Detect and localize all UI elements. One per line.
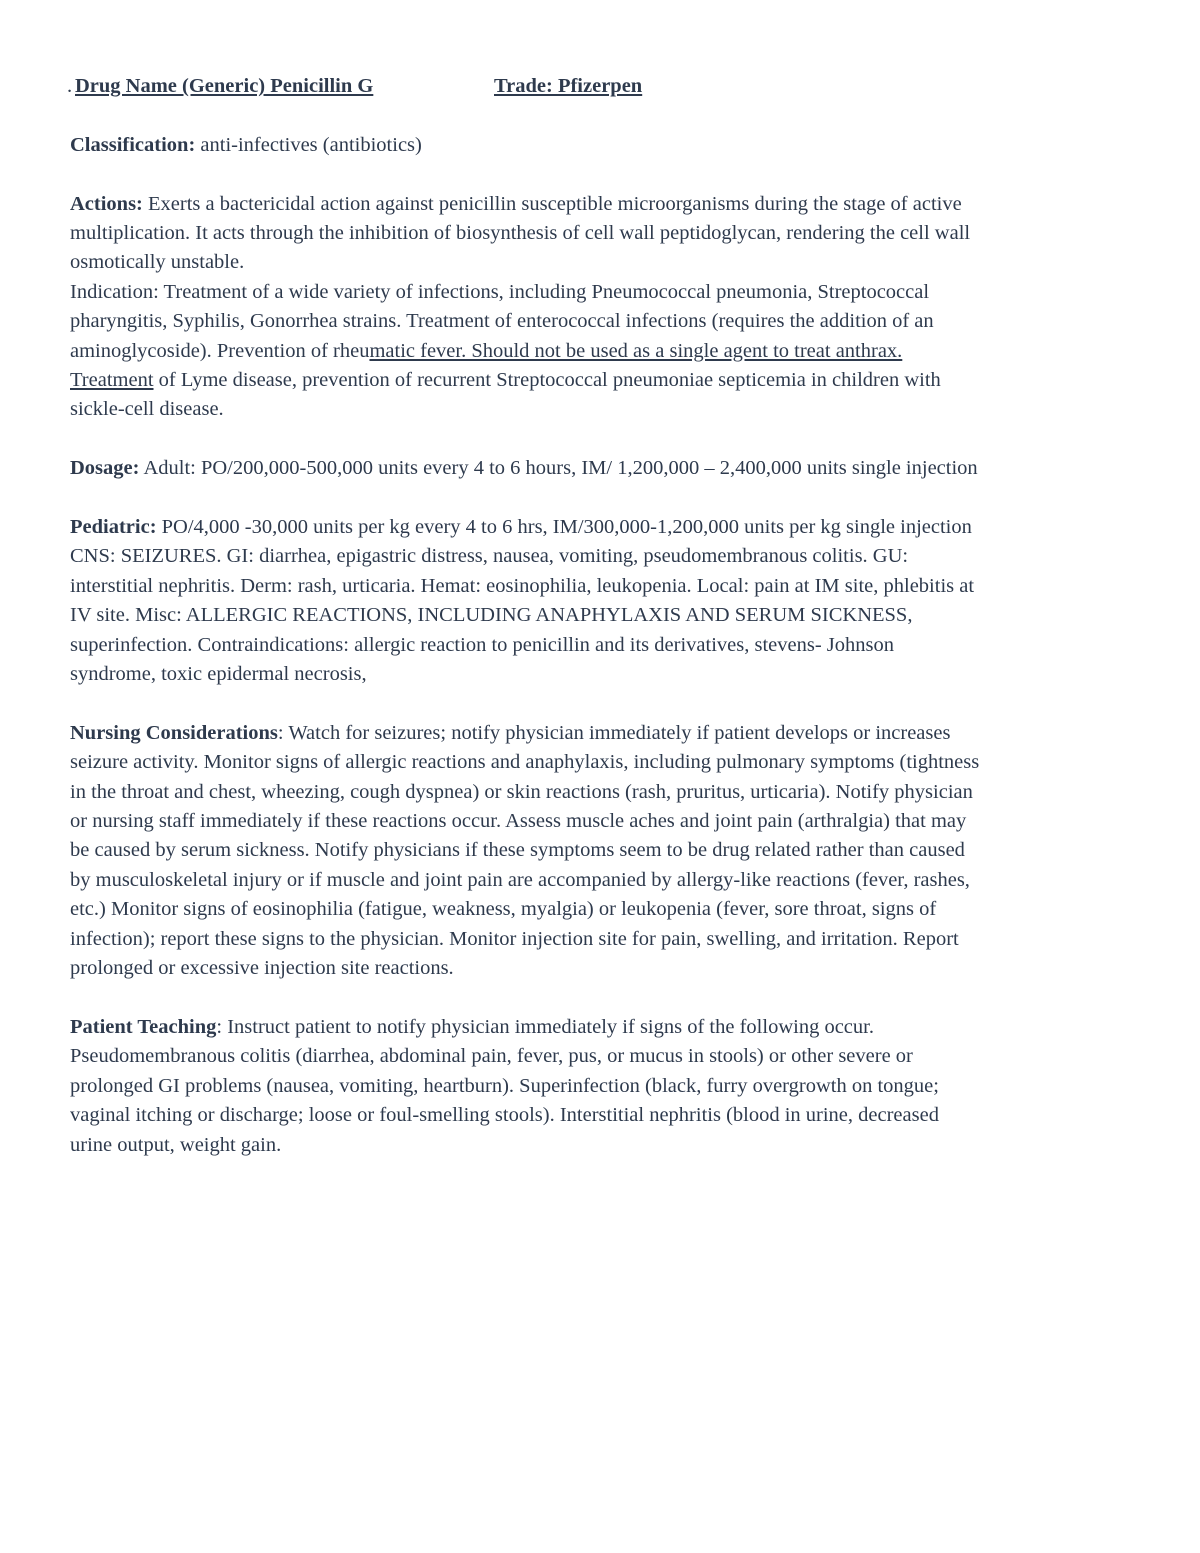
indication-text: Indication: Treatment of a wide variety of infections, including Pneumococcal pneumonia, Streptococcal pharyngitis, Syphilis, Gonorrhea strains. Treatment of enterococcal infections (requires the addition of an aminoglycoside). Prevention of rheu	[70, 280, 934, 362]
spacer	[70, 425, 980, 454]
teaching-paragraph	[70, 1013, 980, 1160]
pediatric-heading: Pediatric:	[70, 516, 157, 539]
title-dot: .	[67, 75, 73, 97]
nursing-paragraph	[70, 719, 980, 984]
classification-text: anti-infectives (antibiotics)	[195, 133, 422, 156]
indication-paragraph	[70, 278, 980, 425]
spacer	[70, 160, 980, 189]
dosage-text: Adult: PO/200,000-500,000 units every 4 to 6 hours, IM/ 1,200,000 – 2,400,000 units single injection	[139, 457, 978, 480]
generic-name-heading: Drug Name (Generic) Penicillin G	[75, 75, 374, 97]
trade-name-heading: Trade: Pfizerpen	[494, 75, 643, 97]
nursing-text: : Watch for seizures; notify physician immediately if patient develops or increases seizure activity. Monitor signs of allergic reactions and anaphylaxis, including pulmonary symptoms (tightness in the throat and chest, wheezing, cough dyspnea) or skin reactions (rash, pruritus, urticaria). Notify physician or nursing staff immediately if these reactions occur. Assess muscle aches and joint pain (arthralgia) that may be caused by serum sickness. Notify physicians if these symptoms seem to be drug related rather than caused by musculoskeletal injury or if muscle and joint pain are accompanied by allergy-like reactions (fever, rashes, etc.) Monitor signs of eosinophilia (fatigue, weakness, myalgia) or leukopenia (fever, sore throat, signs of infection); report these signs to the physician. Monitor injection site for pain, swelling, and irritation. Report prolonged or excessive injection site reactions.	[70, 721, 980, 980]
spacer	[70, 689, 980, 718]
classification-paragraph	[70, 131, 980, 160]
teaching-text: : Instruct patient to notify physician immediately if signs of the following occur. Pseudomembranous colitis (diarrhea, abdominal pain, fever, pus, or mucus in stools) or other severe or prolonged GI problems (nausea, vomiting, heartburn). Superinfection (black, furry overgrowth on tongue; vaginal itching or discharge; loose or foul-smelling stools). Interstitial nephritis (blood in urine, decreased urine output, weight gain.	[70, 1015, 939, 1156]
teaching-heading: Patient Teaching	[70, 1015, 217, 1038]
spacer	[70, 101, 980, 130]
spacer	[70, 484, 980, 513]
indication-text-end: of Lyme disease, prevention of recurrent Streptococcal pneumoniae septicemia in children with sickle-cell disease.	[70, 369, 941, 421]
dosage-paragraph	[70, 454, 980, 483]
dosage-heading: Dosage:	[70, 457, 140, 480]
classification-heading: Classification:	[70, 133, 196, 156]
actions-paragraph	[70, 190, 980, 278]
spacer	[70, 984, 980, 1013]
indication-underlined-text: matic fever. Should not be used as a single agent to treat anthrax. Treatment	[70, 339, 903, 392]
pediatric-paragraph	[70, 513, 980, 689]
title-line	[67, 72, 980, 101]
document-page	[67, 72, 980, 1160]
actions-heading: Actions:	[70, 192, 143, 215]
pediatric-text: PO/4,000 -30,000 units per kg every 4 to 6 hrs, IM/300,000-1,200,000 units per kg single injection CNS: SEIZURES. GI: diarrhea, epigastric distress, nausea, vomiting, pseudomembranous colitis. GU: interstitial nephritis. Derm: rash, urticaria. Hemat: eosinophilia, leukopenia. Local: pain at IM site, phlebitis at IV site. Misc: ALLERGIC REACTIONS, INCLUDING ANAPHYLAXIS AND SERUM SICKNESS, superinfection. Contraindications: allergic reaction to penicillin and its derivatives, stevens- Johnson syndrome, toxic epidermal necrosis,	[70, 516, 975, 686]
actions-text: Exerts a bactericidal action against penicillin susceptible microorganisms during the stage of active multiplication. It acts through the inhibition of biosynthesis of cell wall peptidoglycan, rendering the cell wall osmotically unstable.	[70, 192, 971, 274]
nursing-heading: Nursing Considerations	[70, 721, 278, 744]
